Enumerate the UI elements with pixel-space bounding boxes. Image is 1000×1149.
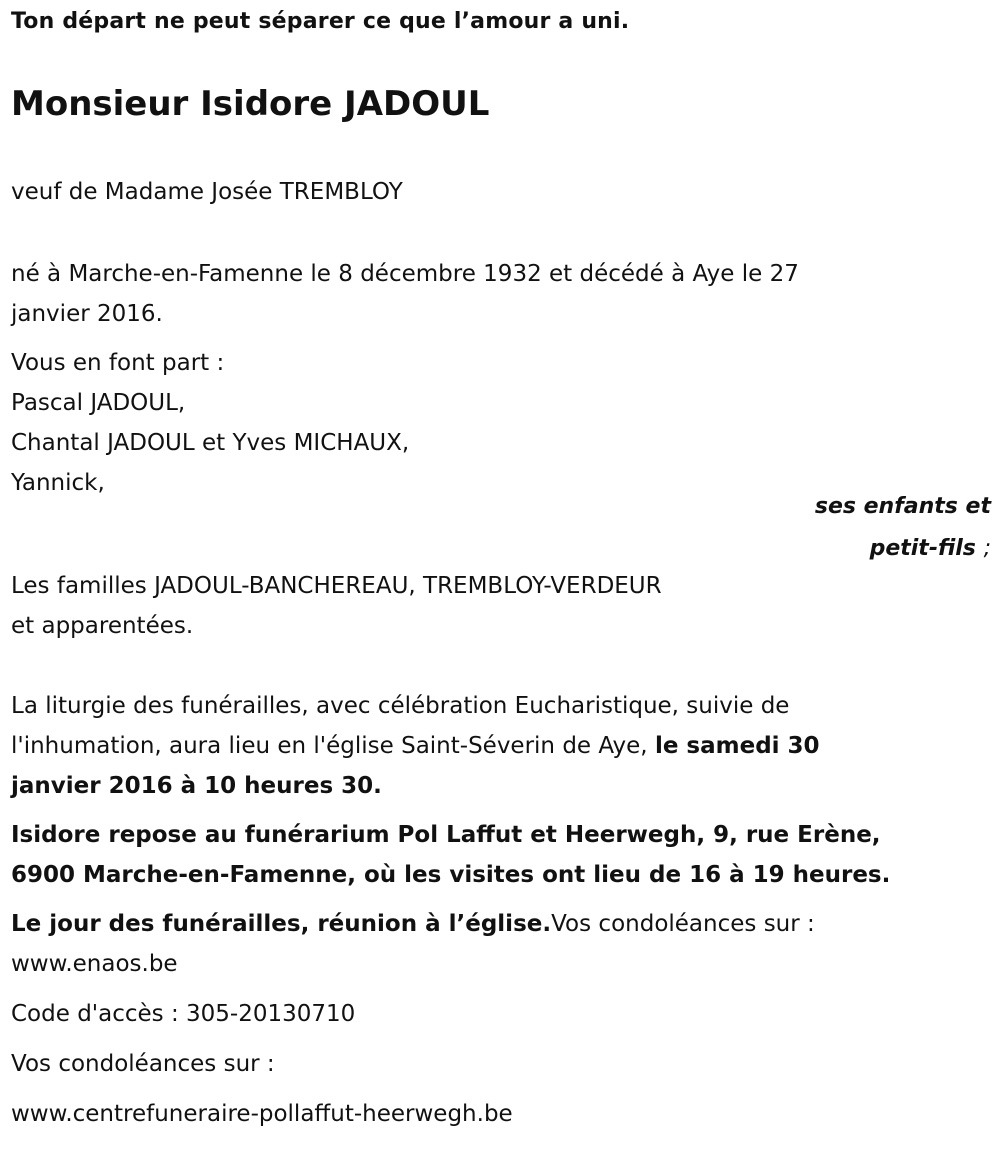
access-code: Code d'accès : 305-20130710 — [11, 1001, 356, 1027]
condolences-label: Vos condoléances sur : — [11, 1051, 275, 1077]
relation-line-1: ses enfants et — [814, 494, 991, 519]
liturgy-line-2-text: l'inhumation, aura lieu en l'église Saint-Séverin de Aye, — [11, 733, 655, 759]
meeting-condolences-label: Vos condoléances sur : — [551, 911, 815, 937]
funerarium-line-1: Isidore repose au funérarium Pol Laffut et Heerwegh, 9, rue Erène, — [11, 822, 881, 848]
relation-text: petit-fils — [869, 536, 976, 561]
funerarium-line-2: 6900 Marche-en-Famenne, où les visites ont lieu de 16 à 19 heures. — [11, 862, 891, 888]
deceased-name: Monsieur Isidore JADOUL — [11, 84, 490, 124]
announcement-name: Pascal JADOUL, — [11, 390, 186, 416]
liturgy-date-end: janvier 2016 à 10 heures 30. — [11, 773, 382, 799]
epigraph: Ton départ ne peut séparer ce que l’amour a uni. — [11, 9, 630, 34]
liturgy-date-start: le samedi 30 — [654, 733, 820, 759]
enaos-link[interactable]: www.enaos.be — [11, 951, 178, 977]
meeting-line — [11, 904, 815, 944]
relation-punct: ; — [983, 536, 991, 561]
announcement-intro: Vous en font part : — [11, 350, 225, 376]
liturgy-line-1: La liturgie des funérailles, avec célébration Eucharistique, suivie de — [11, 693, 790, 719]
birth-death-line-1: né à Marche-en-Famenne le 8 décembre 1932 et décédé à Aye le 27 — [11, 261, 799, 287]
families-line-2: et apparentées. — [11, 613, 194, 639]
announcement-name: Chantal JADOUL et Yves MICHAUX, — [11, 430, 410, 456]
families-line-1: Les familles JADOUL-BANCHEREAU, TREMBLOY-VERDEUR — [11, 573, 662, 599]
announcement-name: Yannick, — [11, 470, 105, 496]
birth-death-line-2: janvier 2016. — [11, 301, 163, 327]
condolences-link[interactable]: www.centrefuneraire-pollaffut-heerwegh.be — [11, 1101, 513, 1127]
spouse-line: veuf de Madame Josée TREMBLOY — [11, 179, 403, 205]
relation-line-2 — [870, 530, 991, 567]
liturgy-line-2 — [11, 726, 820, 766]
meeting-notice: Le jour des funérailles, réunion à l’église. — [11, 911, 552, 937]
